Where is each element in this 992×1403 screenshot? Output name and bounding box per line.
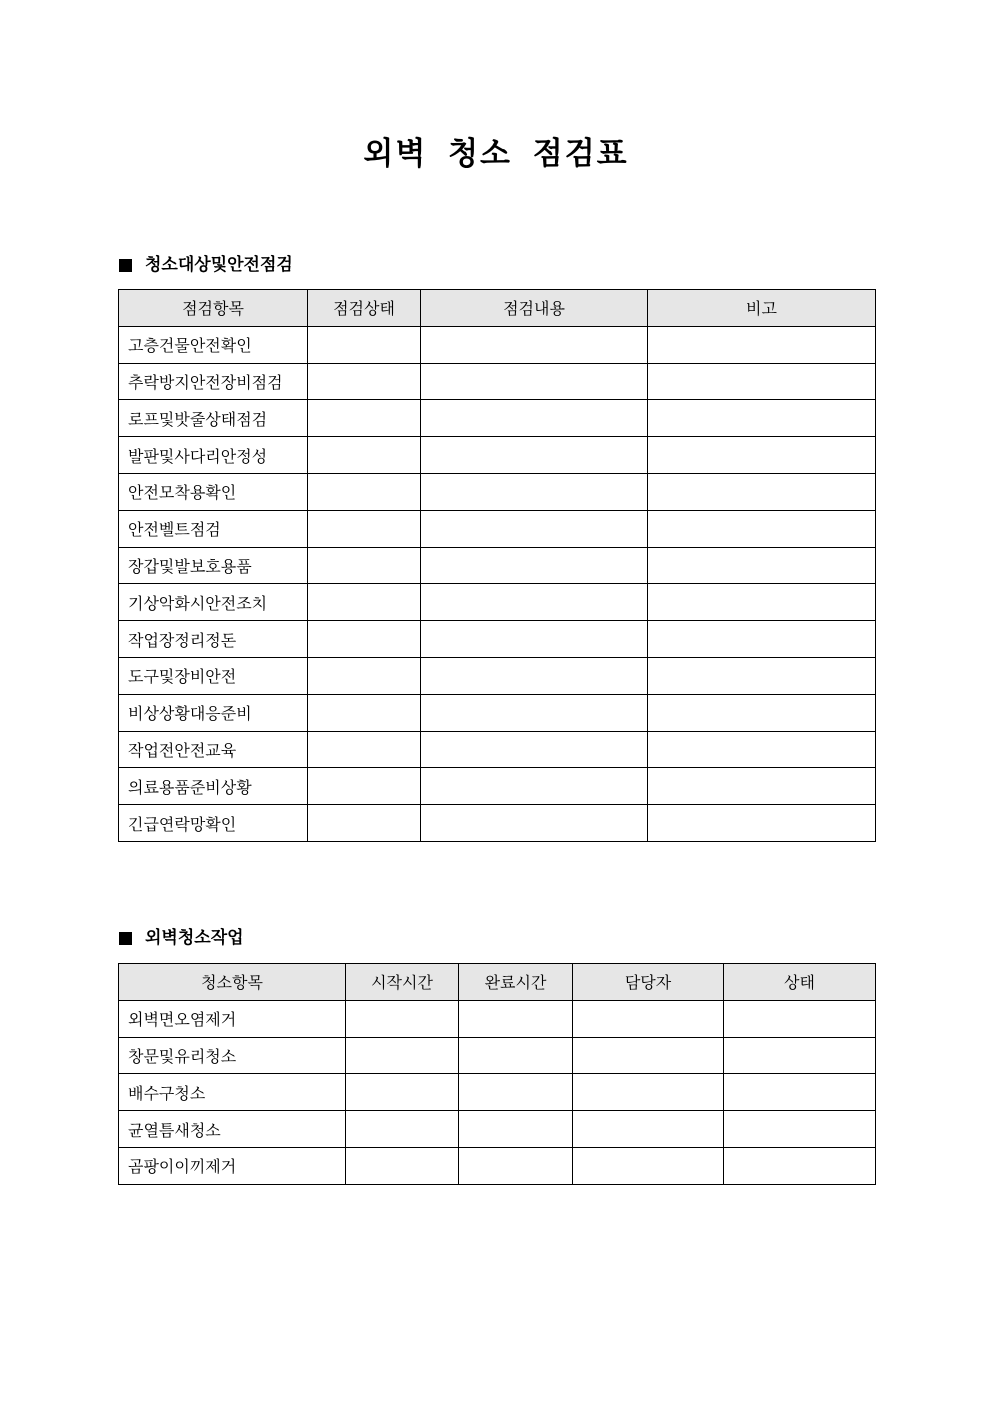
entry-cell[interactable] xyxy=(308,694,421,731)
entry-cell[interactable] xyxy=(573,1147,724,1184)
entry-cell[interactable] xyxy=(573,1037,724,1074)
table-row xyxy=(119,547,876,584)
entry-cell[interactable] xyxy=(648,547,876,584)
table-row xyxy=(119,1147,876,1184)
row-label: 안전모착용확인 xyxy=(119,473,308,510)
entry-cell[interactable] xyxy=(346,1037,459,1074)
square-bullet-icon xyxy=(119,932,132,945)
section-heading-label: 외벽청소작업 xyxy=(145,928,244,948)
entry-cell[interactable] xyxy=(459,1147,573,1184)
column-header: 점검내용 xyxy=(421,290,648,327)
entry-cell[interactable] xyxy=(308,584,421,621)
table-row xyxy=(119,1037,876,1074)
entry-cell[interactable] xyxy=(573,1111,724,1148)
entry-cell[interactable] xyxy=(421,363,648,400)
entry-cell[interactable] xyxy=(648,731,876,768)
row-label: 작업장정리정돈 xyxy=(119,621,308,658)
entry-cell[interactable] xyxy=(421,473,648,510)
column-header: 점검항목 xyxy=(119,290,308,327)
entry-cell[interactable] xyxy=(346,1074,459,1111)
row-label: 기상악화시안전조치 xyxy=(119,584,308,621)
row-label: 안전벨트점검 xyxy=(119,510,308,547)
page-title: 외벽 청소 점검표 xyxy=(363,136,629,172)
entry-cell[interactable] xyxy=(459,1037,573,1074)
table-row xyxy=(119,363,876,400)
table-row xyxy=(119,768,876,805)
entry-cell[interactable] xyxy=(459,1000,573,1037)
row-label: 장갑및발보호용품 xyxy=(119,547,308,584)
entry-cell[interactable] xyxy=(421,731,648,768)
table-row xyxy=(119,731,876,768)
entry-cell[interactable] xyxy=(421,805,648,842)
table-row xyxy=(119,1000,876,1037)
entry-cell[interactable] xyxy=(724,1147,876,1184)
column-header: 상태 xyxy=(724,964,876,1001)
entry-cell[interactable] xyxy=(346,1111,459,1148)
column-header: 비고 xyxy=(648,290,876,327)
section-heading-safety xyxy=(119,254,293,276)
entry-cell[interactable] xyxy=(308,326,421,363)
entry-cell[interactable] xyxy=(724,1037,876,1074)
table-row xyxy=(119,400,876,437)
entry-cell[interactable] xyxy=(308,400,421,437)
entry-cell[interactable] xyxy=(346,1000,459,1037)
entry-cell[interactable] xyxy=(308,473,421,510)
row-label: 곰팡이이끼제거 xyxy=(119,1147,346,1184)
row-label: 비상상황대응준비 xyxy=(119,694,308,731)
column-header: 완료시간 xyxy=(459,964,573,1001)
section-heading-label: 청소대상및안전점검 xyxy=(145,255,293,275)
entry-cell[interactable] xyxy=(648,584,876,621)
entry-cell[interactable] xyxy=(421,621,648,658)
row-label: 추락방지안전장비점검 xyxy=(119,363,308,400)
entry-cell[interactable] xyxy=(308,510,421,547)
entry-cell[interactable] xyxy=(648,473,876,510)
entry-cell[interactable] xyxy=(459,1111,573,1148)
entry-cell[interactable] xyxy=(421,510,648,547)
table-row xyxy=(119,694,876,731)
entry-cell[interactable] xyxy=(421,437,648,474)
row-label: 도구및장비안전 xyxy=(119,657,308,694)
entry-cell[interactable] xyxy=(724,1111,876,1148)
table-row xyxy=(119,805,876,842)
entry-cell[interactable] xyxy=(308,621,421,658)
entry-cell[interactable] xyxy=(308,363,421,400)
entry-cell[interactable] xyxy=(573,1074,724,1111)
table-header-row xyxy=(119,290,876,327)
entry-cell[interactable] xyxy=(421,584,648,621)
table-row xyxy=(119,1074,876,1111)
column-header: 담당자 xyxy=(573,964,724,1001)
entry-cell[interactable] xyxy=(308,805,421,842)
entry-cell[interactable] xyxy=(459,1074,573,1111)
table-row xyxy=(119,1111,876,1148)
entry-cell[interactable] xyxy=(421,400,648,437)
table-row xyxy=(119,326,876,363)
cleaning-work-table xyxy=(118,963,876,1185)
table-row xyxy=(119,437,876,474)
table-row xyxy=(119,510,876,547)
entry-cell[interactable] xyxy=(573,1000,724,1037)
row-label: 발판및사다리안정성 xyxy=(119,437,308,474)
table-row xyxy=(119,621,876,658)
row-label: 창문및유리청소 xyxy=(119,1037,346,1074)
column-header: 시작시간 xyxy=(346,964,459,1001)
entry-cell[interactable] xyxy=(648,326,876,363)
table-header-row xyxy=(119,964,876,1001)
row-label: 로프및밧줄상태점검 xyxy=(119,400,308,437)
entry-cell[interactable] xyxy=(648,363,876,400)
entry-cell[interactable] xyxy=(648,510,876,547)
entry-cell[interactable] xyxy=(421,547,648,584)
entry-cell[interactable] xyxy=(308,547,421,584)
entry-cell[interactable] xyxy=(648,400,876,437)
entry-cell[interactable] xyxy=(648,621,876,658)
entry-cell[interactable] xyxy=(421,694,648,731)
entry-cell[interactable] xyxy=(648,805,876,842)
entry-cell[interactable] xyxy=(724,1000,876,1037)
square-bullet-icon xyxy=(119,259,132,272)
entry-cell[interactable] xyxy=(421,326,648,363)
entry-cell[interactable] xyxy=(648,437,876,474)
row-label: 배수구청소 xyxy=(119,1074,346,1111)
entry-cell[interactable] xyxy=(308,437,421,474)
entry-cell[interactable] xyxy=(648,768,876,805)
entry-cell[interactable] xyxy=(648,694,876,731)
column-header: 점검상태 xyxy=(308,290,421,327)
row-label: 외벽면오염제거 xyxy=(119,1000,346,1037)
row-label: 긴급연락망확인 xyxy=(119,805,308,842)
row-label: 작업전안전교육 xyxy=(119,731,308,768)
entry-cell[interactable] xyxy=(308,731,421,768)
table-row xyxy=(119,584,876,621)
table-row xyxy=(119,473,876,510)
entry-cell[interactable] xyxy=(308,657,421,694)
entry-cell[interactable] xyxy=(346,1147,459,1184)
row-label: 의료용품준비상황 xyxy=(119,768,308,805)
row-label: 고층건물안전확인 xyxy=(119,326,308,363)
row-label: 균열틈새청소 xyxy=(119,1111,346,1148)
entry-cell[interactable] xyxy=(308,768,421,805)
safety-check-table xyxy=(118,289,876,842)
entry-cell[interactable] xyxy=(648,657,876,694)
entry-cell[interactable] xyxy=(724,1074,876,1111)
entry-cell[interactable] xyxy=(421,657,648,694)
column-header: 청소항목 xyxy=(119,964,346,1001)
table-row xyxy=(119,657,876,694)
entry-cell[interactable] xyxy=(421,768,648,805)
section-heading-cleaning xyxy=(119,927,244,949)
